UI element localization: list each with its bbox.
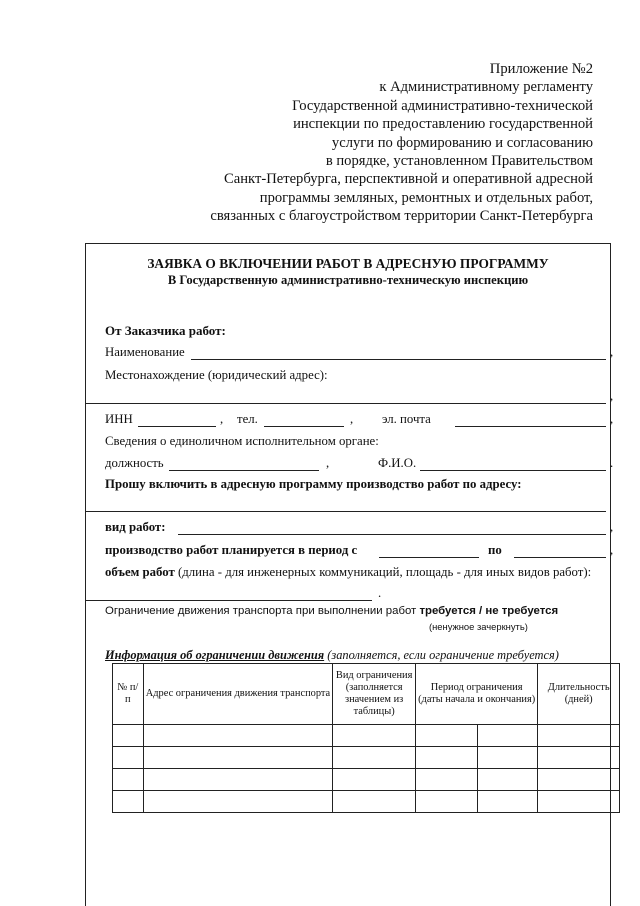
location-field[interactable] — [86, 403, 606, 404]
table-cell[interactable] — [143, 725, 333, 747]
table-cell[interactable] — [478, 791, 538, 813]
form-subtitle: В Государственную административно-техническую инспекцию — [167, 273, 529, 287]
table-cell[interactable] — [415, 791, 477, 813]
from-customer-heading: От Заказчика работ: — [105, 323, 226, 338]
appendix-line: Приложение №2 — [489, 61, 593, 77]
table-cell[interactable] — [333, 769, 416, 791]
table-cell[interactable] — [143, 747, 333, 769]
table-cell[interactable] — [113, 725, 144, 747]
phone-label: тел. — [237, 412, 258, 426]
appendix-line: услуги по формированию и согласованию — [331, 134, 593, 151]
comma: , — [610, 345, 614, 359]
appendix-line: Санкт-Петербурга, перспективной и оперативной адресной — [224, 171, 593, 188]
appendix-header — [210, 60, 593, 226]
fio-label: Ф.И.О. — [378, 456, 417, 470]
table-cell[interactable] — [538, 747, 620, 769]
table-cell[interactable] — [478, 747, 538, 769]
period-to-field[interactable] — [514, 557, 606, 558]
info-title: Информация об ограничении движения — [105, 648, 325, 662]
position-field[interactable] — [169, 470, 319, 471]
email-field[interactable] — [455, 426, 606, 427]
restriction-table — [112, 663, 620, 813]
comma: , — [326, 456, 330, 470]
appendix-line: к Административному регламенту — [379, 79, 593, 96]
dot: . — [378, 586, 382, 600]
table-cell[interactable] — [415, 725, 477, 747]
table-row — [113, 747, 620, 769]
executive-info-label: Сведения о единоличном исполнительном органе: — [105, 434, 379, 448]
appendix-line: связанных с благоустройством территории Санкт-Петербурга — [210, 208, 593, 225]
position-label: должность — [105, 456, 164, 470]
appendix-line: в порядке, установленном Правительством — [325, 153, 593, 170]
volume-label: объем работ — [105, 565, 175, 579]
form-title: ЗАЯВКА О ВКЛЮЧЕНИИ РАБОТ В АДРЕСНУЮ ПРОГРАММУ — [147, 256, 549, 271]
table-cell[interactable] — [478, 769, 538, 791]
period-label: производство работ планируется в период с — [105, 543, 358, 557]
name-label: Наименование — [105, 345, 185, 359]
table-row — [113, 769, 620, 791]
application-form — [85, 243, 614, 906]
work-type-field[interactable] — [178, 534, 606, 535]
work-type-label: вид работ: — [105, 520, 166, 534]
table-cell[interactable] — [113, 791, 144, 813]
name-field[interactable] — [191, 359, 606, 360]
restriction-prefix: Ограничение движения транспорта при выполнении работ — [105, 605, 417, 617]
table-cell[interactable] — [538, 725, 620, 747]
table-header-row — [113, 664, 620, 725]
table-cell[interactable] — [333, 725, 416, 747]
location-label: Местонахождение (юридический адрес): — [105, 368, 328, 382]
table-cell[interactable] — [415, 769, 477, 791]
header-type: Вид ограничения (заполняется значением из таблицы) — [333, 664, 416, 725]
volume-hint: (длина - для инженерных коммуникаций, площадь - для иных видов работ): — [178, 565, 592, 579]
phone-field[interactable] — [264, 426, 344, 427]
table-row — [113, 725, 620, 747]
restriction-row — [105, 605, 558, 617]
info-note: (заполняется, если ограничение требуется) — [327, 648, 559, 662]
appendix-line: программы земляных, ремонтных и отдельных работ, — [259, 189, 593, 206]
table-cell[interactable] — [143, 791, 333, 813]
comma: , — [610, 389, 614, 403]
period-from-field[interactable] — [379, 557, 479, 558]
restriction-choice[interactable]: требуется / не требуется — [419, 605, 559, 617]
volume-row — [105, 565, 591, 580]
comma: , — [350, 412, 354, 426]
table-cell[interactable] — [143, 769, 333, 791]
table-cell[interactable] — [113, 769, 144, 791]
table-cell[interactable] — [113, 747, 144, 769]
work-address-field[interactable] — [86, 511, 606, 512]
volume-field[interactable] — [86, 600, 372, 601]
header-duration: Длительность (дней) — [538, 664, 620, 725]
dot: . — [610, 456, 614, 470]
email-label: эл. почта — [382, 412, 431, 426]
appendix-line: инспекции по предоставлению государственной — [293, 116, 593, 133]
info-row — [105, 648, 559, 663]
comma: , — [610, 543, 614, 557]
table-cell[interactable] — [538, 769, 620, 791]
inn-field[interactable] — [138, 426, 216, 427]
inn-label: ИНН — [105, 412, 133, 426]
request-text: Прошу включить в адресную программу производство работ по адресу: — [105, 477, 522, 491]
comma: , — [610, 412, 614, 426]
restriction-note: (ненужное зачеркнуть) — [429, 621, 528, 632]
comma: , — [610, 520, 614, 534]
appendix-line: Государственной административно-технической — [292, 97, 593, 114]
table-cell[interactable] — [478, 725, 538, 747]
table-cell[interactable] — [333, 791, 416, 813]
comma: , — [220, 412, 224, 426]
table-row — [113, 791, 620, 813]
header-period: Период ограничения (даты начала и окончания) — [415, 664, 537, 725]
table-cell[interactable] — [415, 747, 477, 769]
fio-field[interactable] — [420, 470, 606, 471]
period-to-label: по — [488, 543, 502, 557]
header-address: Адрес ограничения движения транспорта — [143, 664, 333, 725]
header-num: № п/п — [113, 664, 144, 725]
table-cell[interactable] — [538, 791, 620, 813]
table-cell[interactable] — [333, 747, 416, 769]
